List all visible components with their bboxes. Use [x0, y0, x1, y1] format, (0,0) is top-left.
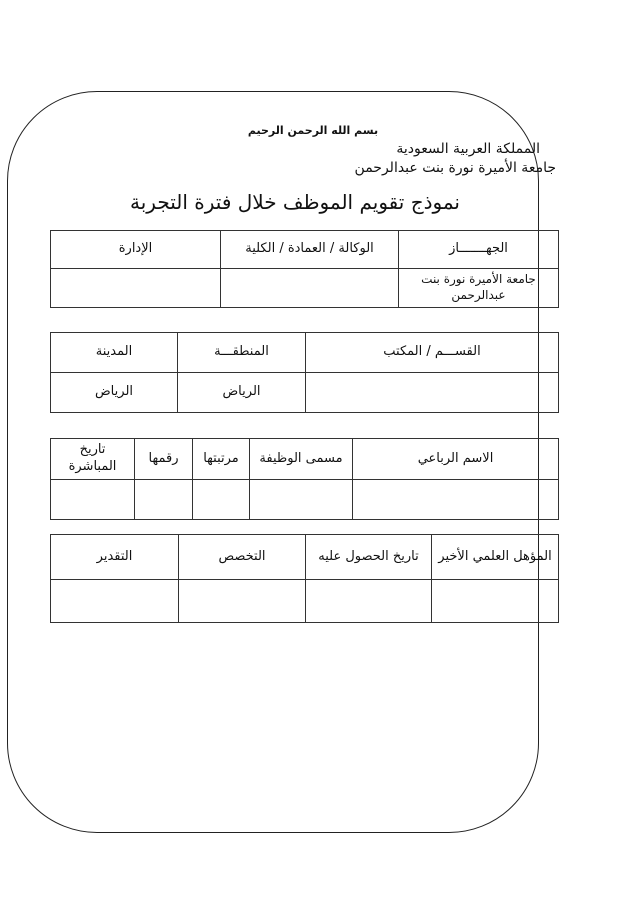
specialization-value: [179, 580, 306, 623]
header-grade: مرتبتها: [193, 439, 250, 480]
employee-table: [50, 438, 559, 520]
header-specialization: التخصص: [179, 535, 306, 580]
header-department: الإدارة: [51, 231, 221, 269]
qualification-value: [432, 580, 559, 623]
full-name-value: [353, 480, 559, 520]
header-job-title: مسمى الوظيفة: [250, 439, 353, 480]
kingdom-name: المملكة العربية السعودية: [396, 141, 540, 157]
header-number: رقمها: [135, 439, 193, 480]
table-header-row: [51, 231, 559, 269]
header-section-office: القســـم / المكتب: [306, 333, 559, 373]
university-name: جامعة الأميرة نورة بنت عبدالرحمن: [354, 160, 556, 176]
header-city: المدينة: [51, 333, 178, 373]
table-row: [51, 480, 559, 520]
table-row: [51, 580, 559, 623]
grade-rating-value: [51, 580, 179, 623]
header-full-name: الاسم الرباعي: [353, 439, 559, 480]
header-qualification-date: تاريخ الحصول عليه: [306, 535, 432, 580]
table-row: [51, 269, 559, 308]
job-title-value: [250, 480, 353, 520]
header-region: المنطقـــة: [178, 333, 306, 373]
qualification-table: [50, 534, 559, 623]
city-value: الرياض: [51, 373, 178, 413]
agency-table: [50, 230, 559, 308]
deanship-value: [221, 269, 399, 308]
table-row: [51, 373, 559, 413]
section-office-value: [306, 373, 559, 413]
table-header-row: [51, 535, 559, 580]
region-value: الرياض: [178, 373, 306, 413]
table-header-row: [51, 439, 559, 480]
header-agency: الجهـــــــاز: [399, 231, 559, 269]
header-start-date: تاريخ المباشرة: [51, 439, 135, 480]
grade-value: [193, 480, 250, 520]
qualification-date-value: [306, 580, 432, 623]
header-qualification: المؤهل العلمي الأخير: [432, 535, 559, 580]
start-date-value: [51, 480, 135, 520]
location-table: [50, 332, 559, 413]
table-header-row: [51, 333, 559, 373]
header-grade-rating: التقدير: [51, 535, 179, 580]
form-title: نموذج تقويم الموظف خلال فترة التجربة: [130, 190, 460, 214]
department-value: [51, 269, 221, 308]
basmala: بسم الله الرحمن الرحيم: [247, 124, 379, 137]
agency-value: جامعة الأميرة نورة بنت عبدالرحمن: [399, 269, 559, 308]
header-deanship: الوكالة / العمادة / الكلية: [221, 231, 399, 269]
number-value: [135, 480, 193, 520]
